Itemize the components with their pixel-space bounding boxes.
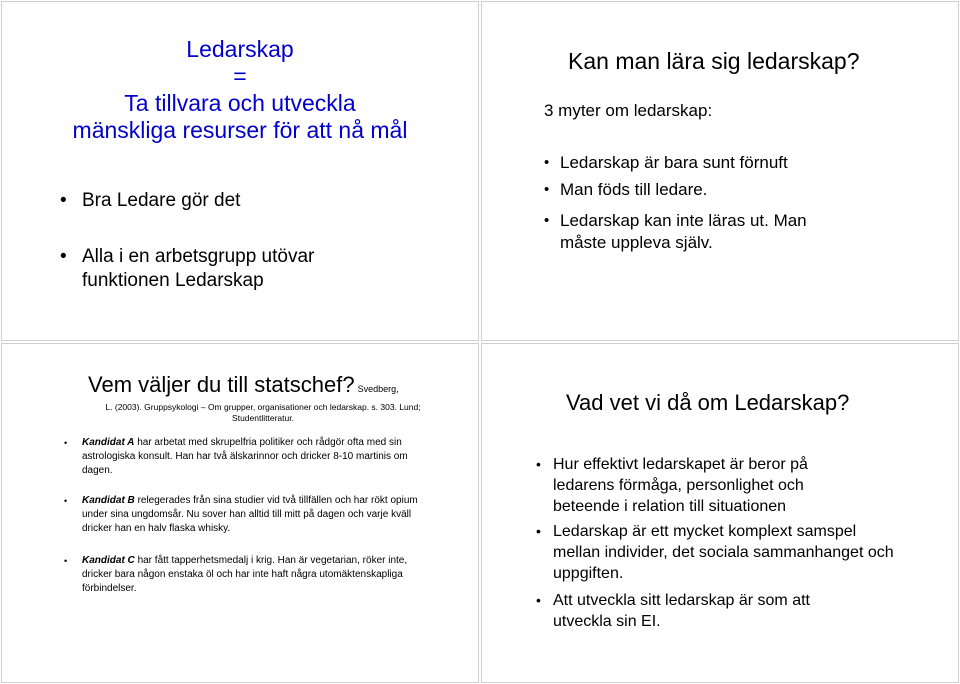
bullet-icon: • bbox=[544, 181, 550, 198]
slide-title: Kan man lära sig ledarskap? bbox=[568, 48, 860, 74]
bullet-text: Ledarskap kan inte läras ut. Man måste uppleva själv. bbox=[560, 211, 807, 252]
candidate-text: relegerades från sina studier vid två tillfällen och har rökt opium under sina ungdomsår. Nu sover han alltid till mitt på dagen och varje kväll dricker han en halv flaska whisky. bbox=[82, 495, 418, 534]
bullet-icon: • bbox=[60, 246, 67, 267]
slide-title bbox=[2, 36, 478, 144]
bullet-icon: • bbox=[536, 456, 541, 472]
bullet-text: Ledarskap är ett mycket komplext samspel mellan individer, det sociala sammanhanget och uppgiften. bbox=[553, 523, 894, 582]
bullet-text: Ledarskap är bara sunt förnuft bbox=[560, 153, 788, 172]
candidate-item bbox=[64, 554, 434, 596]
candidate-paragraph bbox=[82, 554, 434, 596]
bullet-icon: • bbox=[60, 190, 67, 211]
bullet-text: Hur effektivt ledarskapet är beror på ledarens förmåga, personlighet och beteende i relation till situationen bbox=[553, 456, 808, 515]
bullet-text: Alla i en arbetsgrupp utövar funktionen Ledarskap bbox=[82, 246, 315, 291]
title-line: = bbox=[233, 63, 247, 89]
bullet-text: Man föds till ledare. bbox=[560, 180, 708, 199]
bullet-text: Bra Ledare gör det bbox=[82, 190, 241, 211]
title-line: Ledarskap bbox=[186, 36, 294, 62]
bullet-icon: • bbox=[64, 438, 68, 448]
bullet-icon: • bbox=[64, 496, 68, 506]
bullet-icon: • bbox=[544, 212, 550, 229]
citation-author: Svedberg, bbox=[357, 384, 399, 394]
candidate-text: har fått tapperhetsmedalj i krig. Han är vegetarian, röker inte, dricker bara någon enstaka öl och har inte haft några utomäktenskapliga förbindelser. bbox=[82, 555, 408, 594]
bullet-item bbox=[544, 152, 924, 174]
bullet-icon: • bbox=[536, 592, 541, 608]
title-line: Ta tillvara och utveckla bbox=[124, 90, 356, 116]
slide-title bbox=[88, 372, 399, 398]
bullet-item bbox=[544, 179, 924, 201]
candidate-item bbox=[64, 494, 434, 536]
bullet-item bbox=[536, 521, 896, 584]
slide-vad-vet-vi bbox=[481, 343, 959, 683]
bullet-icon: • bbox=[64, 556, 68, 566]
bullet-text: Att utveckla sitt ledarskap är som att utveckla sin EI. bbox=[553, 592, 810, 630]
slide-vem-valjer bbox=[1, 343, 479, 683]
slide-title: Vad vet vi då om Ledarskap? bbox=[566, 390, 850, 415]
candidate-item bbox=[64, 436, 434, 478]
candidate-name: Kandidat A bbox=[82, 437, 135, 448]
title-text: Vem väljer du till statschef? bbox=[88, 372, 355, 397]
bullet-item bbox=[544, 210, 854, 254]
bullet-icon: • bbox=[544, 154, 550, 171]
slide-kan-man-lara bbox=[481, 1, 959, 341]
bullet-item bbox=[536, 454, 856, 517]
candidate-paragraph bbox=[82, 494, 434, 536]
bullet-item bbox=[536, 590, 846, 632]
bullet-item bbox=[60, 189, 460, 213]
candidate-name: Kandidat C bbox=[82, 555, 135, 566]
title-line: mänskliga resurser för att nå mål bbox=[72, 117, 408, 143]
candidate-name: Kandidat B bbox=[82, 495, 135, 506]
slide-ledarskap-definition bbox=[1, 1, 479, 341]
bullet-icon: • bbox=[536, 523, 541, 539]
citation: L. (2003). Gruppsykologi – Om grupper, organisationer och ledarskap. s. 303. Lund; Studentlitteratur. bbox=[105, 402, 421, 423]
bullet-item bbox=[60, 245, 390, 293]
candidate-paragraph bbox=[82, 436, 434, 478]
slide-subtitle: 3 myter om ledarskap: bbox=[544, 101, 713, 120]
candidate-text: har arbetat med skrupelfria politiker och rådgör ofta med sin astrologiska konsult. Han har två älskarinnor och dricker 8-10 martinis om dagen. bbox=[82, 437, 408, 476]
